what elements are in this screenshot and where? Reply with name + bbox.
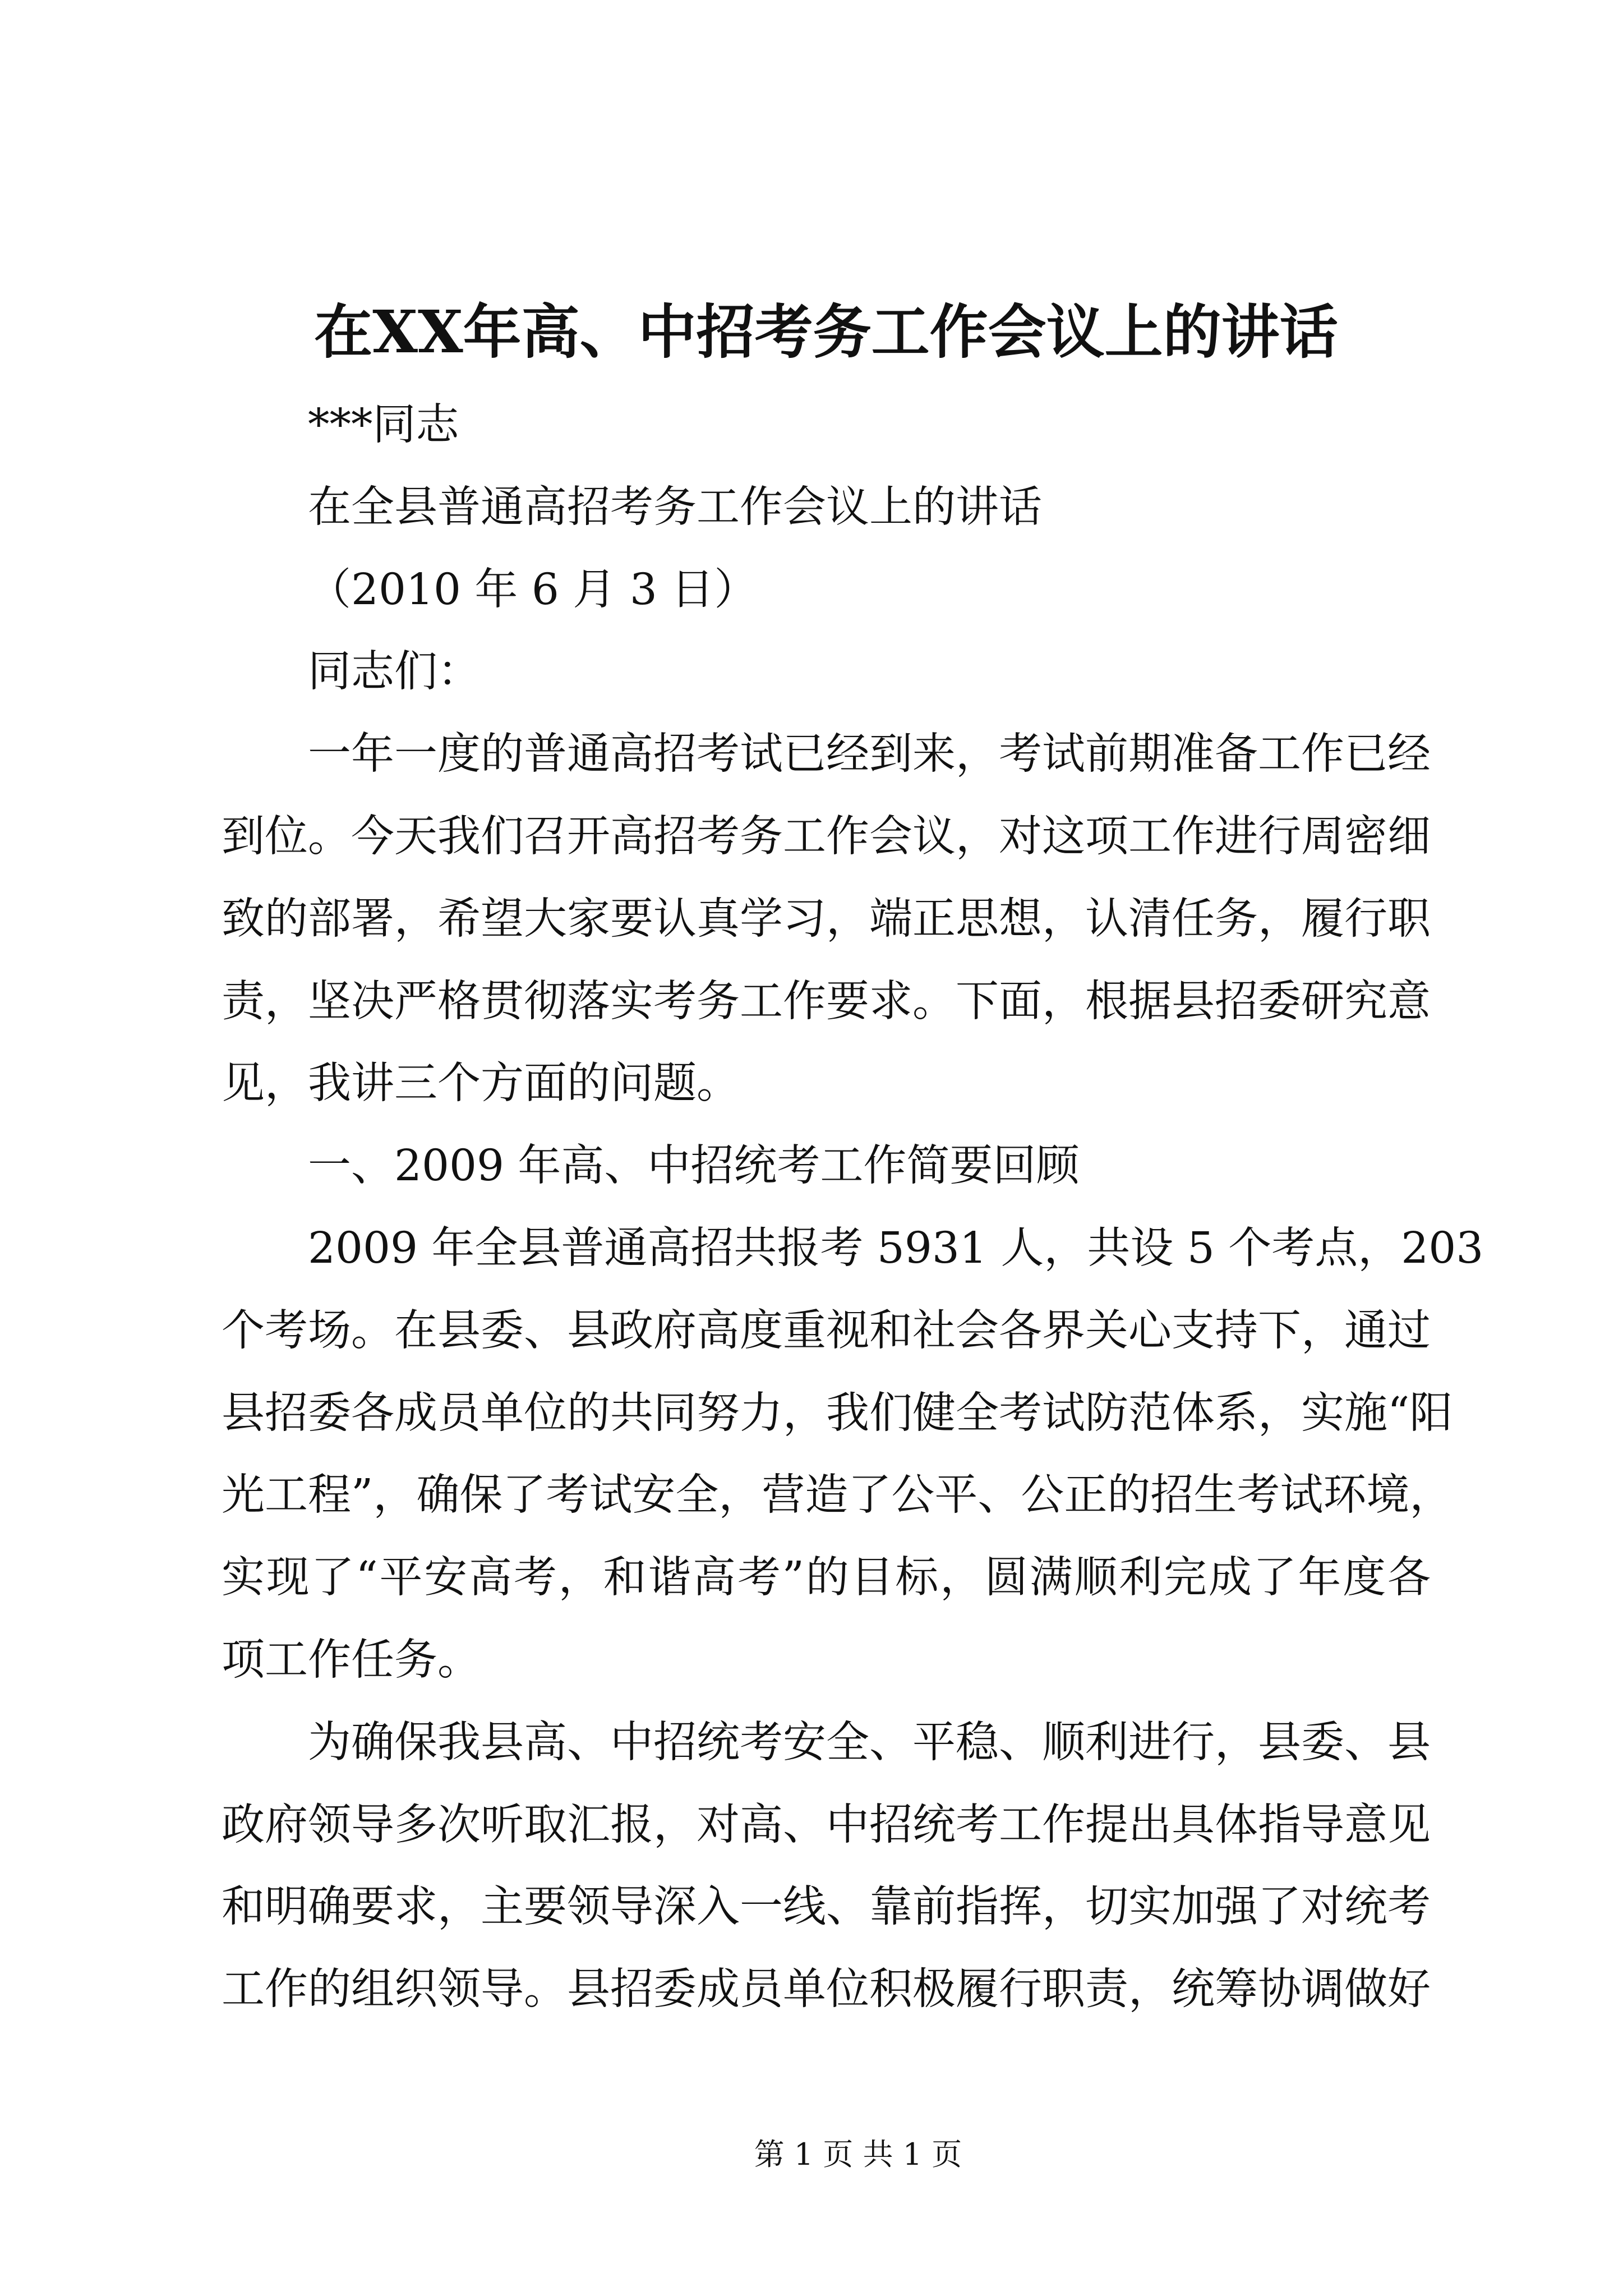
paragraph-line: 项工作任务。 [222, 1635, 481, 1685]
section-paragraph [222, 1702, 1431, 2031]
paragraph-line: 实现了“平安高考，和谐高考”的目标，圆满顺利完成了年度各 [222, 1553, 1431, 1603]
paragraph-line: 个考场。在县委、县政府高度重视和社会各界关心支持下，通过 [222, 1305, 1431, 1356]
paragraph-line: 到位。今天我们召开高招考务工作会议，对这项工作进行周密细 [222, 811, 1431, 862]
paragraph-line: 责，坚决严格贯彻落实考务工作要求。下面，根据县招委研究意 [222, 976, 1431, 1027]
paragraph-line: 为确保我县高、中招统考安全、平稳、顺利进行，县委、县 [308, 1717, 1431, 1768]
speaker-line: ***同志 [308, 400, 459, 450]
paragraph-line: 2009 年全县普通高招共报考 5931 人，共设 5 个考点，203 [308, 1223, 1484, 1273]
intro-paragraph [222, 714, 1431, 1125]
paragraph-line: 见，我讲三个方面的问题。 [222, 1059, 740, 1109]
document-title: 在XX年高、中招考务工作会议上的讲话 [314, 297, 1338, 366]
paragraph-line: 和明确要求，主要领导深入一线、靠前指挥，切实加强了对统考 [222, 1882, 1431, 1932]
section-heading: 一、2009 年高、中招统考工作简要回顾 [308, 1141, 1080, 1191]
salutation: 同志们： [308, 647, 481, 697]
paragraph-line: 县招委各成员单位的共同努力，我们健全考试防范体系，实施“阳 [222, 1388, 1453, 1438]
section-paragraph [222, 1208, 1484, 1702]
paragraph-line: 致的部署，希望大家要认真学习，端正思想，认清任务，履行职 [222, 894, 1431, 944]
paragraph-line: 工作的组织领导。县招委成员单位积极履行职责，统筹协调做好 [222, 1964, 1431, 2015]
speech-date: （2010 年 6 月 3 日） [308, 564, 758, 615]
paragraph-line: 光工程”，确保了考试安全，营造了公平、公正的招生考试环境， [222, 1470, 1453, 1521]
document-body [222, 384, 1484, 2031]
speech-title: 在全县普通高招考务工作会议上的讲话 [308, 482, 1042, 532]
paragraph-line: 政府领导多次听取汇报，对高、中招统考工作提出具体指导意见 [222, 1800, 1431, 1850]
page-footer: 第 1 页 共 1 页 [754, 2137, 962, 2172]
paragraph-line: 一年一度的普通高招考试已经到来，考试前期准备工作已经 [308, 729, 1431, 780]
